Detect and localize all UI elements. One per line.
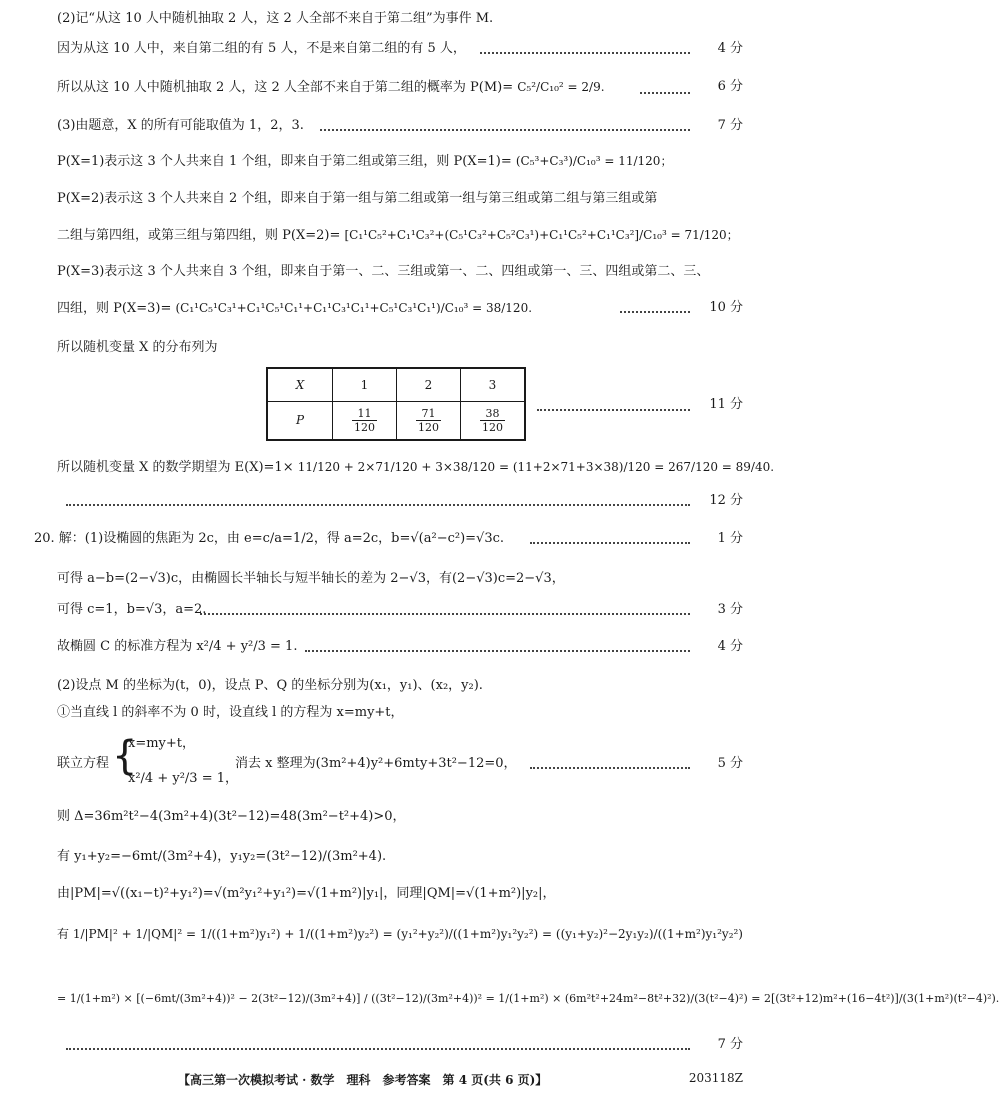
equation: x=my+t， (128, 736, 196, 751)
text-segment: 二组与第四组，或第三组与第四组，则 P(X=2)= (57, 228, 341, 243)
text-line: P(X=3)表示这 3 个人共来自 3 个组，即来自于第一、二、三组或第一、二、四组或第一、三、四组或第二、三、 (57, 264, 710, 279)
table-cell: 1 (333, 368, 397, 402)
fraction (416, 407, 441, 434)
denominator: 120 (354, 420, 375, 434)
text-segment: P(X=1)表示这 3 个人共来自 1 个组，即来自于第二组或第三组，则 P(X=1)= (57, 154, 512, 169)
text-line: 由|PM|=√((x₁−t)²+y₁²)=√(m²y₁²+y₁²)=√(1+m²)|y₁|，同理|QM|=√(1+m²)|y₂|， (57, 886, 556, 901)
table-row (267, 368, 525, 402)
formula: (C₁¹C₅¹C₃¹+C₁¹C₅¹C₁¹+C₁¹C₃¹C₁¹+C₅¹C₃¹C₁¹)/C₁₀³ = 38/120. (175, 301, 533, 315)
score-label: 6 分 (717, 79, 743, 94)
text-line: = 1/(1+m²) × [(−6mt/(3m²+4))² − 2(3t²−12)/(3m²+4)] / ((3t²−12)/(3m²+4))² = 1/(1+m²) × (6m²t²+24m²−8t²+32)/(3(t²−4)²) = 2[(3t²+12)m²+(16−4t²)]/(3(1+m²)(t²−4)²). (57, 992, 999, 1005)
text-line: 则 Δ=36m²t²−4(3m²+4)(3t²−12)=48(3m²−t²+4)>0， (57, 809, 406, 824)
text-line (57, 226, 739, 245)
text-line: P(X=2)表示这 3 个人共来自 2 个组，即来自于第一组与第二组或第一组与第三组或第二组与第三组或第 (57, 191, 658, 206)
score-label: 10 分 (709, 300, 743, 315)
text-segment: 四组，则 P(X=3)= (57, 301, 172, 316)
table-cell: 2 (397, 368, 461, 402)
numerator: 38 (480, 407, 505, 421)
text-line: (2)记“从这 10 人中随机抽取 2 人，这 2 人全部不来自于第二组”为事件 M. (57, 11, 494, 26)
formula: (C₅³+C₃³)/C₁₀³ = 11/120； (515, 154, 673, 168)
formula: 11/120 + 2×71/120 + 3×38/120 = (11+2×71+3×38)/120 = 267/120 = 89/40. (297, 460, 775, 474)
score-label: 4 分 (717, 639, 743, 654)
text-line: 可得 c=1，b=√3，a=2. (57, 602, 207, 617)
text-segment: 所以随机变量 X 的数学期望为 E(X)=1× (57, 460, 294, 475)
table-header-cell: X (267, 368, 333, 402)
dot-leader (320, 129, 690, 131)
score-label: 7 分 (717, 118, 743, 133)
denominator: 120 (418, 420, 439, 434)
formula: C₅²/C₁₀² = 2/9. (517, 80, 605, 94)
text-line (57, 78, 605, 97)
dot-leader (537, 409, 690, 411)
score-label: 7 分 (717, 1037, 743, 1052)
equation: x²/4 + y²/3 = 1， (128, 771, 238, 786)
text-line: 故椭圆 C 的标准方程为 x²/4 + y²/3 = 1. (57, 639, 298, 654)
dot-leader (530, 542, 690, 544)
page-footer: 【高三第一次模拟考试 · 数学 理科 参考答案 第 4 页(共 6 页)】 (178, 1073, 548, 1087)
text-line (57, 458, 774, 477)
text-line: 所以随机变量 X 的分布列为 (57, 340, 218, 355)
score-label: 11 分 (709, 397, 743, 412)
dot-leader (200, 613, 690, 615)
text-line (57, 152, 672, 171)
numerator: 11 (352, 407, 377, 421)
dot-leader (66, 504, 690, 506)
text-line: (2)设点 M 的坐标为(t，0)，设点 P、Q 的坐标分别为(x₁，y₁)、(x₂，y₂). (57, 678, 483, 693)
dot-leader (480, 52, 690, 54)
score-label: 4 分 (717, 41, 743, 56)
denominator: 120 (482, 420, 503, 434)
numerator: 71 (416, 407, 441, 421)
score-label: 12 分 (709, 493, 743, 508)
score-label: 5 分 (717, 756, 743, 771)
text-segment: 所以从这 10 人中随机抽取 2 人，这 2 人全部不来自于第二组的概率为 P(M)= (57, 80, 514, 95)
dot-leader (640, 92, 690, 94)
text-line: (3)由题意，X 的所有可能取值为 1，2，3. (57, 118, 304, 133)
table-row (267, 402, 525, 440)
distribution-table (266, 367, 526, 441)
document-code: 203118Z (688, 1071, 743, 1085)
table-cell (397, 402, 461, 440)
score-label: 3 分 (717, 602, 743, 617)
text-line: ①当直线 l 的斜率不为 0 时，设直线 l 的方程为 x=my+t， (57, 705, 404, 720)
dot-leader (66, 1048, 690, 1050)
text-line (57, 299, 532, 318)
dot-leader (620, 311, 690, 313)
text-line: 可得 a−b=(2−√3)c，由椭圆长半轴长与短半轴长的差为 2−√3，有(2−√3)c=2−√3， (57, 571, 565, 586)
table-cell (333, 402, 397, 440)
dot-leader (305, 650, 690, 652)
text-line: 消去 x 整理为(3m²+4)y²+6mty+3t²−12=0， (235, 756, 517, 771)
formula: [C₁¹C₅²+C₁¹C₃²+(C₅¹C₃²+C₅²C₃¹)+C₁¹C₅²+C₁¹C₃²]/C₁₀³ = 71/120； (344, 228, 739, 242)
text-line: 20. 解：(1)设椭圆的焦距为 2c，由 e=c/a=1/2，得 a=2c，b=√(a²−c²)=√3c. (34, 531, 505, 546)
table-cell (461, 402, 526, 440)
score-label: 1 分 (717, 531, 743, 546)
fraction (480, 407, 505, 434)
text-line: 因为从这 10 人中，来自第二组的有 5 人，不是来自第二组的有 5 人， (57, 41, 466, 56)
text-line: 有 y₁+y₂=−6mt/(3m²+4)，y₁y₂=(3t²−12)/(3m²+4). (57, 849, 387, 864)
table-header-cell: P (267, 402, 333, 440)
text-line: 有 1/|PM|² + 1/|QM|² = 1/((1+m²)y₁²) + 1/((1+m²)y₂²) = (y₁²+y₂²)/((1+m²)y₁²y₂²) = ((y₁+y₂)²−2y₁y₂)/((1+m²)y₁²y₂²) (57, 927, 743, 941)
fraction (352, 407, 377, 434)
text-line: 联立方程 (57, 756, 110, 771)
dot-leader (530, 767, 690, 769)
table-cell: 3 (461, 368, 526, 402)
left-brace-icon: { (112, 733, 138, 779)
